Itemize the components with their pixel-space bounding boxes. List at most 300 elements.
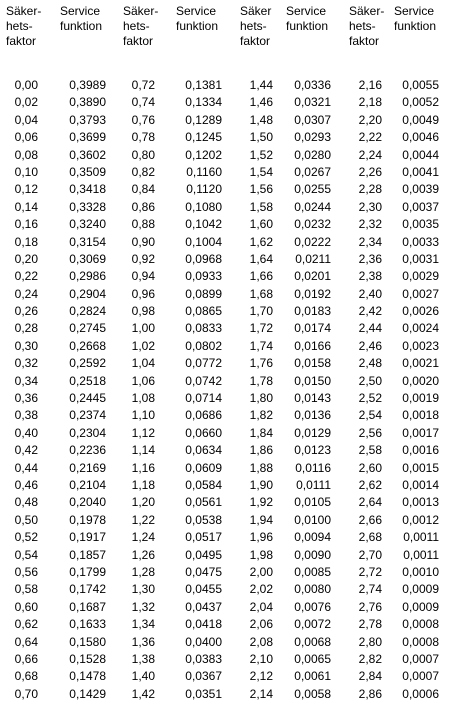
table-cell: 0,0018 xyxy=(402,408,439,423)
table-cell: 0,02 xyxy=(14,95,38,110)
table-cell: 2,70 xyxy=(358,547,382,562)
table-cell: 2,16 xyxy=(358,78,382,92)
table-cell: 0,66 xyxy=(14,651,38,666)
table-cell: 0,0158 xyxy=(294,356,331,371)
table-cell: 0,70 xyxy=(14,686,38,701)
table-cell: 1,50 xyxy=(249,130,273,145)
table-cell: 0,0437 xyxy=(185,599,222,614)
table-cell: 1,72 xyxy=(249,321,273,336)
table-cell: 2,42 xyxy=(358,304,382,319)
table-cell: 0,0072 xyxy=(294,617,331,632)
table-cell: 0,2445 xyxy=(69,391,106,406)
table-cell: 0,0609 xyxy=(185,460,222,475)
table-cell: 2,56 xyxy=(358,425,382,440)
header-safety-factor-2: Säker- hets- faktor xyxy=(123,4,159,48)
table-cell: 0,0255 xyxy=(294,182,331,197)
table-cell: 0,40 xyxy=(14,425,38,440)
table-cell: 0,0166 xyxy=(294,338,331,353)
table-cell: 0,1080 xyxy=(185,199,222,214)
table-cell: 0,0007 xyxy=(402,651,439,666)
table-cell: 2,02 xyxy=(249,582,273,597)
table-cell: 0,24 xyxy=(14,286,38,301)
table-cell: 1,58 xyxy=(249,199,273,214)
header-service-function-1: Service funktion xyxy=(60,4,103,33)
table-cell: 0,0021 xyxy=(402,356,439,371)
table-cell: 1,40 xyxy=(131,669,155,684)
table-cell: 0,64 xyxy=(14,634,38,649)
table-cell: 0,2904 xyxy=(69,286,106,301)
table-cell: 0,36 xyxy=(14,391,38,406)
table-cell: 2,82 xyxy=(358,651,382,666)
table-cell: 0,2518 xyxy=(69,373,106,388)
table-cell: 2,54 xyxy=(358,408,382,423)
table-cell: 0,0046 xyxy=(402,130,439,145)
table-cell: 0,54 xyxy=(14,547,38,562)
table-cell: 1,64 xyxy=(249,251,273,266)
table-cell: 1,74 xyxy=(249,338,273,353)
table-cell: 0,0031 xyxy=(402,251,439,266)
header-safety-factor-1: Säker- hets- faktor xyxy=(6,4,42,48)
table-cell: 0,0538 xyxy=(185,512,222,527)
table-cell: 0,0714 xyxy=(185,391,222,406)
table-cell: 0,0584 xyxy=(185,477,222,492)
table-cell: 0,06 xyxy=(14,130,38,145)
table-cell: 0,0061 xyxy=(294,669,331,684)
table-cell: 1,20 xyxy=(131,495,155,510)
table-cell: 0,58 xyxy=(14,582,38,597)
table-cell: 2,72 xyxy=(358,564,382,579)
table-cell: 2,14 xyxy=(249,686,273,701)
table-cell: 2,76 xyxy=(358,599,382,614)
table-cell: 0,0183 xyxy=(294,304,331,319)
table-cell: 2,64 xyxy=(358,495,382,510)
table-cell: 0,72 xyxy=(131,78,155,92)
table-cell: 2,74 xyxy=(358,582,382,597)
table-cell: 0,3602 xyxy=(69,147,106,162)
table-cell: 0,0016 xyxy=(402,443,439,458)
table-cell: 1,18 xyxy=(131,477,155,492)
table-cell: 0,80 xyxy=(131,147,155,162)
table-cell: 0,74 xyxy=(131,95,155,110)
table-cell: 0,3890 xyxy=(69,95,106,110)
table-cell: 0,28 xyxy=(14,321,38,336)
table-cell: 1,52 xyxy=(249,147,273,162)
table-cell: 0,14 xyxy=(14,199,38,214)
table-cell: 0,60 xyxy=(14,599,38,614)
table-cell: 2,66 xyxy=(358,512,382,527)
table-cell: 2,80 xyxy=(358,634,382,649)
table-cell: 0,2236 xyxy=(69,443,106,458)
table-cell: 0,0150 xyxy=(294,373,331,388)
table-cell: 1,10 xyxy=(131,408,155,423)
table-cell: 1,32 xyxy=(131,599,155,614)
column-service-function-1 xyxy=(60,77,106,703)
table-cell: 0,0742 xyxy=(185,373,222,388)
table-cell: 0,2986 xyxy=(69,269,106,284)
table-cell: 0,1857 xyxy=(69,547,106,562)
table-cell: 1,30 xyxy=(131,582,155,597)
table-cell: 0,0123 xyxy=(294,443,331,458)
table-cell: 0,0065 xyxy=(294,651,331,666)
table-cell: 2,08 xyxy=(249,634,273,649)
table-cell: 0,3240 xyxy=(69,217,106,232)
table-cell: 0,0007 xyxy=(402,669,439,684)
table-cell: 0,3154 xyxy=(69,234,106,249)
table-cell: 1,78 xyxy=(249,373,273,388)
table-cell: 0,1687 xyxy=(69,599,106,614)
table-cell: 0,1528 xyxy=(69,651,106,666)
table-cell: 0,00 xyxy=(14,78,38,92)
table-cell: 2,62 xyxy=(358,477,382,492)
table-cell: 0,44 xyxy=(14,460,38,475)
table-cell: 2,44 xyxy=(358,321,382,336)
table-cell: 0,1245 xyxy=(185,130,222,145)
table-cell: 0,0211 xyxy=(295,251,331,266)
table-cell: 0,0020 xyxy=(402,373,439,388)
table-cell: 0,0076 xyxy=(294,599,331,614)
table-cell: 0,12 xyxy=(14,182,38,197)
table-cell: 0,0321 xyxy=(294,95,331,110)
table-cell: 1,14 xyxy=(131,443,155,458)
table-cell: 0,56 xyxy=(14,564,38,579)
table-cell: 0,1381 xyxy=(185,78,222,92)
table-cell: 0,0865 xyxy=(185,304,222,319)
table-cell: 2,86 xyxy=(358,686,382,701)
table-cell: 2,06 xyxy=(249,617,273,632)
table-cell: 2,84 xyxy=(358,669,382,684)
table-cell: 0,0100 xyxy=(294,512,331,527)
table-cell: 0,68 xyxy=(14,669,38,684)
table-cell: 0,1160 xyxy=(186,164,222,179)
table-cell: 0,0201 xyxy=(294,269,331,284)
table-cell: 0,1289 xyxy=(185,112,222,127)
table-cell: 0,0013 xyxy=(402,495,439,510)
table-cell: 0,82 xyxy=(131,164,155,179)
table-cell: 2,60 xyxy=(358,460,382,475)
table-cell: 0,92 xyxy=(131,251,155,266)
table-cell: 1,06 xyxy=(131,373,155,388)
table-cell: 1,24 xyxy=(131,530,155,545)
table-cell: 0,0475 xyxy=(185,564,222,579)
column-service-function-2 xyxy=(176,77,222,703)
table-cell: 2,68 xyxy=(358,530,382,545)
table-cell: 0,04 xyxy=(14,112,38,127)
table-cell: 0,2592 xyxy=(69,356,106,371)
table-cell: 0,0111 xyxy=(296,477,331,492)
table-cell: 0,1429 xyxy=(69,686,106,701)
table-cell: 0,0136 xyxy=(294,408,331,423)
table-cell: 0,0015 xyxy=(402,460,439,475)
table-cell: 0,0009 xyxy=(402,582,439,597)
table-cell: 0,0011 xyxy=(403,547,439,562)
header-safety-factor-4: Säker- hets- faktor xyxy=(349,4,385,48)
table-cell: 1,82 xyxy=(249,408,273,423)
table-cell: 2,30 xyxy=(358,199,382,214)
table-cell: 0,26 xyxy=(14,304,38,319)
table-cell: 0,0192 xyxy=(294,286,331,301)
table-cell: 0,0008 xyxy=(402,634,439,649)
table-cell: 0,46 xyxy=(14,477,38,492)
table-cell: 0,1004 xyxy=(185,234,222,249)
table-cell: 1,70 xyxy=(249,304,273,319)
table-cell: 2,48 xyxy=(358,356,382,371)
table-cell: 1,94 xyxy=(249,512,273,527)
table-cell: 0,0044 xyxy=(402,147,439,162)
table-cell: 0,0085 xyxy=(294,564,331,579)
table-cell: 0,76 xyxy=(131,112,155,127)
table-cell: 0,0037 xyxy=(402,199,439,214)
table-cell: 0,34 xyxy=(14,373,38,388)
column-service-function-4 xyxy=(393,77,439,703)
table-cell: 0,32 xyxy=(14,356,38,371)
table-cell: 2,32 xyxy=(358,217,382,232)
table-cell: 0,0174 xyxy=(294,321,331,336)
table-cell: 2,28 xyxy=(358,182,382,197)
table-cell: 0,98 xyxy=(131,304,155,319)
table-cell: 1,42 xyxy=(131,686,155,701)
table-cell: 0,2668 xyxy=(69,338,106,353)
table-cell: 0,0026 xyxy=(402,304,439,319)
column-service-function-3 xyxy=(285,77,331,703)
table-cell: 0,3989 xyxy=(69,78,106,92)
table-cell: 1,56 xyxy=(249,182,273,197)
table-cell: 0,62 xyxy=(14,617,38,632)
table-cell: 2,58 xyxy=(358,443,382,458)
table-cell: 0,3793 xyxy=(69,112,106,127)
table-cell: 0,90 xyxy=(131,234,155,249)
table-cell: 0,16 xyxy=(14,217,38,232)
table-cell: 0,2745 xyxy=(69,321,106,336)
table-cell: 0,0052 xyxy=(402,95,439,110)
table-cell: 0,3328 xyxy=(69,199,106,214)
table-cell: 0,0024 xyxy=(402,321,439,336)
table-cell: 0,88 xyxy=(131,217,155,232)
table-cell: 0,0008 xyxy=(402,617,439,632)
table-cell: 0,0634 xyxy=(185,443,222,458)
table-cell: 0,08 xyxy=(14,147,38,162)
table-cell: 0,1978 xyxy=(69,512,106,527)
table-cell: 0,0019 xyxy=(402,391,439,406)
table-cell: 0,3509 xyxy=(69,164,106,179)
table-cell: 2,00 xyxy=(249,564,273,579)
table-cell: 1,28 xyxy=(131,564,155,579)
table-cell: 2,10 xyxy=(249,651,273,666)
table-cell: 2,26 xyxy=(358,164,382,179)
table-cell: 0,1120 xyxy=(186,182,222,197)
table-cell: 1,46 xyxy=(249,95,273,110)
table-cell: 1,98 xyxy=(249,547,273,562)
table-cell: 0,84 xyxy=(131,182,155,197)
table-cell: 2,52 xyxy=(358,391,382,406)
table-cell: 0,3069 xyxy=(69,251,106,266)
table-cell: 0,0049 xyxy=(402,112,439,127)
table-cell: 1,96 xyxy=(249,530,273,545)
column-safety-factor-3 xyxy=(240,77,273,703)
table-cell: 2,36 xyxy=(358,251,382,266)
table-cell: 1,44 xyxy=(249,78,273,92)
table-cell: 0,94 xyxy=(131,269,155,284)
table-cell: 1,66 xyxy=(249,269,273,284)
table-cell: 0,2824 xyxy=(69,304,106,319)
table-cell: 0,0027 xyxy=(402,286,439,301)
table-cell: 0,0055 xyxy=(402,78,439,92)
table-cell: 0,0094 xyxy=(294,530,331,545)
table-cell: 1,22 xyxy=(131,512,155,527)
table-cell: 0,0012 xyxy=(402,512,439,527)
table-cell: 0,0232 xyxy=(294,217,331,232)
table-cell: 0,0035 xyxy=(402,217,439,232)
table-cell: 1,86 xyxy=(249,443,273,458)
header-service-function-2: Service funktion xyxy=(176,4,219,33)
table-cell: 0,0129 xyxy=(294,425,331,440)
table-cell: 0,1580 xyxy=(69,634,106,649)
table-cell: 0,0351 xyxy=(185,686,222,701)
table-cell: 1,26 xyxy=(131,547,155,562)
table-cell: 0,0400 xyxy=(185,634,222,649)
table-cell: 1,68 xyxy=(249,286,273,301)
column-safety-factor-4 xyxy=(350,77,382,703)
table-cell: 0,52 xyxy=(14,530,38,545)
table-cell: 0,0006 xyxy=(402,686,439,701)
table-cell: 0,22 xyxy=(14,269,38,284)
table-cell: 0,0293 xyxy=(294,130,331,145)
table-cell: 0,1042 xyxy=(185,217,222,232)
table-cell: 0,0899 xyxy=(185,286,222,301)
table-cell: 2,20 xyxy=(358,112,382,127)
table-cell: 1,34 xyxy=(131,617,155,632)
table-cell: 0,0011 xyxy=(403,530,439,545)
header-safety-factor-3: Säker hets- faktor xyxy=(240,4,272,48)
table-cell: 0,0116 xyxy=(295,460,331,475)
header-service-function-3: Service funktion xyxy=(286,4,329,33)
table-cell: 0,1633 xyxy=(69,617,106,632)
table-cell: 0,48 xyxy=(14,495,38,510)
table-cell: 0,0222 xyxy=(294,234,331,249)
table-cell: 0,0244 xyxy=(294,199,331,214)
table-cell: 1,62 xyxy=(249,234,273,249)
table-cell: 2,24 xyxy=(358,147,382,162)
table-cell: 0,0105 xyxy=(294,495,331,510)
table-cell: 0,42 xyxy=(14,443,38,458)
table-cell: 0,0267 xyxy=(294,164,331,179)
column-safety-factor-1 xyxy=(6,77,38,703)
table-cell: 1,36 xyxy=(131,634,155,649)
table-cell: 0,2104 xyxy=(69,477,106,492)
table-cell: 0,2040 xyxy=(69,495,106,510)
column-safety-factor-2 xyxy=(123,77,155,703)
table-cell: 0,0280 xyxy=(294,147,331,162)
table-cell: 2,78 xyxy=(358,617,382,632)
table-cell: 0,30 xyxy=(14,338,38,353)
table-cell: 0,1202 xyxy=(185,147,222,162)
table-cell: 0,0455 xyxy=(185,582,222,597)
table-cell: 1,84 xyxy=(249,425,273,440)
table-cell: 1,80 xyxy=(249,391,273,406)
table-cell: 0,0017 xyxy=(402,425,439,440)
table-cell: 0,0686 xyxy=(185,408,222,423)
table-cell: 0,0068 xyxy=(294,634,331,649)
table-cell: 0,0495 xyxy=(185,547,222,562)
table-cell: 2,46 xyxy=(358,338,382,353)
table-cell: 0,2304 xyxy=(69,425,106,440)
table-cell: 0,2169 xyxy=(69,460,106,475)
table-cell: 0,0023 xyxy=(402,338,439,353)
table-cell: 0,3418 xyxy=(69,182,106,197)
table-cell: 0,2374 xyxy=(69,408,106,423)
table-cell: 1,76 xyxy=(249,356,273,371)
table-cell: 0,0561 xyxy=(185,495,222,510)
table-cell: 0,18 xyxy=(14,234,38,249)
table-cell: 0,0039 xyxy=(402,182,439,197)
table-cell: 1,48 xyxy=(249,112,273,127)
table-cell: 0,0033 xyxy=(402,234,439,249)
table-cell: 1,04 xyxy=(131,356,155,371)
table-cell: 2,12 xyxy=(249,669,273,684)
table-cell: 0,0772 xyxy=(185,356,222,371)
table-cell: 1,02 xyxy=(131,338,155,353)
table-cell: 1,54 xyxy=(249,164,273,179)
table-cell: 2,18 xyxy=(358,95,382,110)
table-cell: 1,16 xyxy=(131,460,155,475)
table-cell: 0,0367 xyxy=(185,669,222,684)
table-cell: 0,0014 xyxy=(402,477,439,492)
table-cell: 1,90 xyxy=(249,477,273,492)
table-cell: 1,12 xyxy=(131,425,155,440)
header-service-function-4: Service funktion xyxy=(394,4,437,33)
table-cell: 0,1742 xyxy=(69,582,106,597)
table-cell: 0,0090 xyxy=(294,547,331,562)
table-cell: 1,08 xyxy=(131,391,155,406)
table-cell: 1,92 xyxy=(249,495,273,510)
table-cell: 1,00 xyxy=(131,321,155,336)
table-cell: 0,1917 xyxy=(69,530,106,545)
table-cell: 0,0383 xyxy=(185,651,222,666)
table-cell: 0,0307 xyxy=(294,112,331,127)
table-cell: 0,0009 xyxy=(402,599,439,614)
table-cell: 0,1799 xyxy=(69,564,106,579)
table-cell: 0,3699 xyxy=(69,130,106,145)
table-cell: 2,04 xyxy=(249,599,273,614)
table-cell: 2,34 xyxy=(358,234,382,249)
table-cell: 1,38 xyxy=(131,651,155,666)
table-cell: 2,38 xyxy=(358,269,382,284)
table-cell: 0,0080 xyxy=(294,582,331,597)
table-cell: 0,0933 xyxy=(185,269,222,284)
table-cell: 0,0802 xyxy=(185,338,222,353)
table-cell: 0,1334 xyxy=(185,95,222,110)
table-cell: 2,22 xyxy=(358,130,382,145)
table-cell: 0,0968 xyxy=(185,251,222,266)
table-cell: 2,50 xyxy=(358,373,382,388)
table-cell: 0,78 xyxy=(131,130,155,145)
table-cell: 0,0517 xyxy=(185,530,222,545)
table-cell: 0,0833 xyxy=(185,321,222,336)
table-cell: 0,50 xyxy=(14,512,38,527)
table-cell: 0,0041 xyxy=(402,164,439,179)
table-cell: 0,0029 xyxy=(402,269,439,284)
table-cell: 0,0058 xyxy=(294,686,331,701)
table-cell: 0,0660 xyxy=(185,425,222,440)
table-cell: 0,0418 xyxy=(185,617,222,632)
table-cell: 0,20 xyxy=(14,251,38,266)
table-cell: 0,96 xyxy=(131,286,155,301)
table-cell: 1,60 xyxy=(249,217,273,232)
table-cell: 0,86 xyxy=(131,199,155,214)
table-cell: 0,1478 xyxy=(69,669,106,684)
table-cell: 0,0010 xyxy=(402,564,439,579)
table-cell: 1,88 xyxy=(249,460,273,475)
table-cell: 0,38 xyxy=(14,408,38,423)
